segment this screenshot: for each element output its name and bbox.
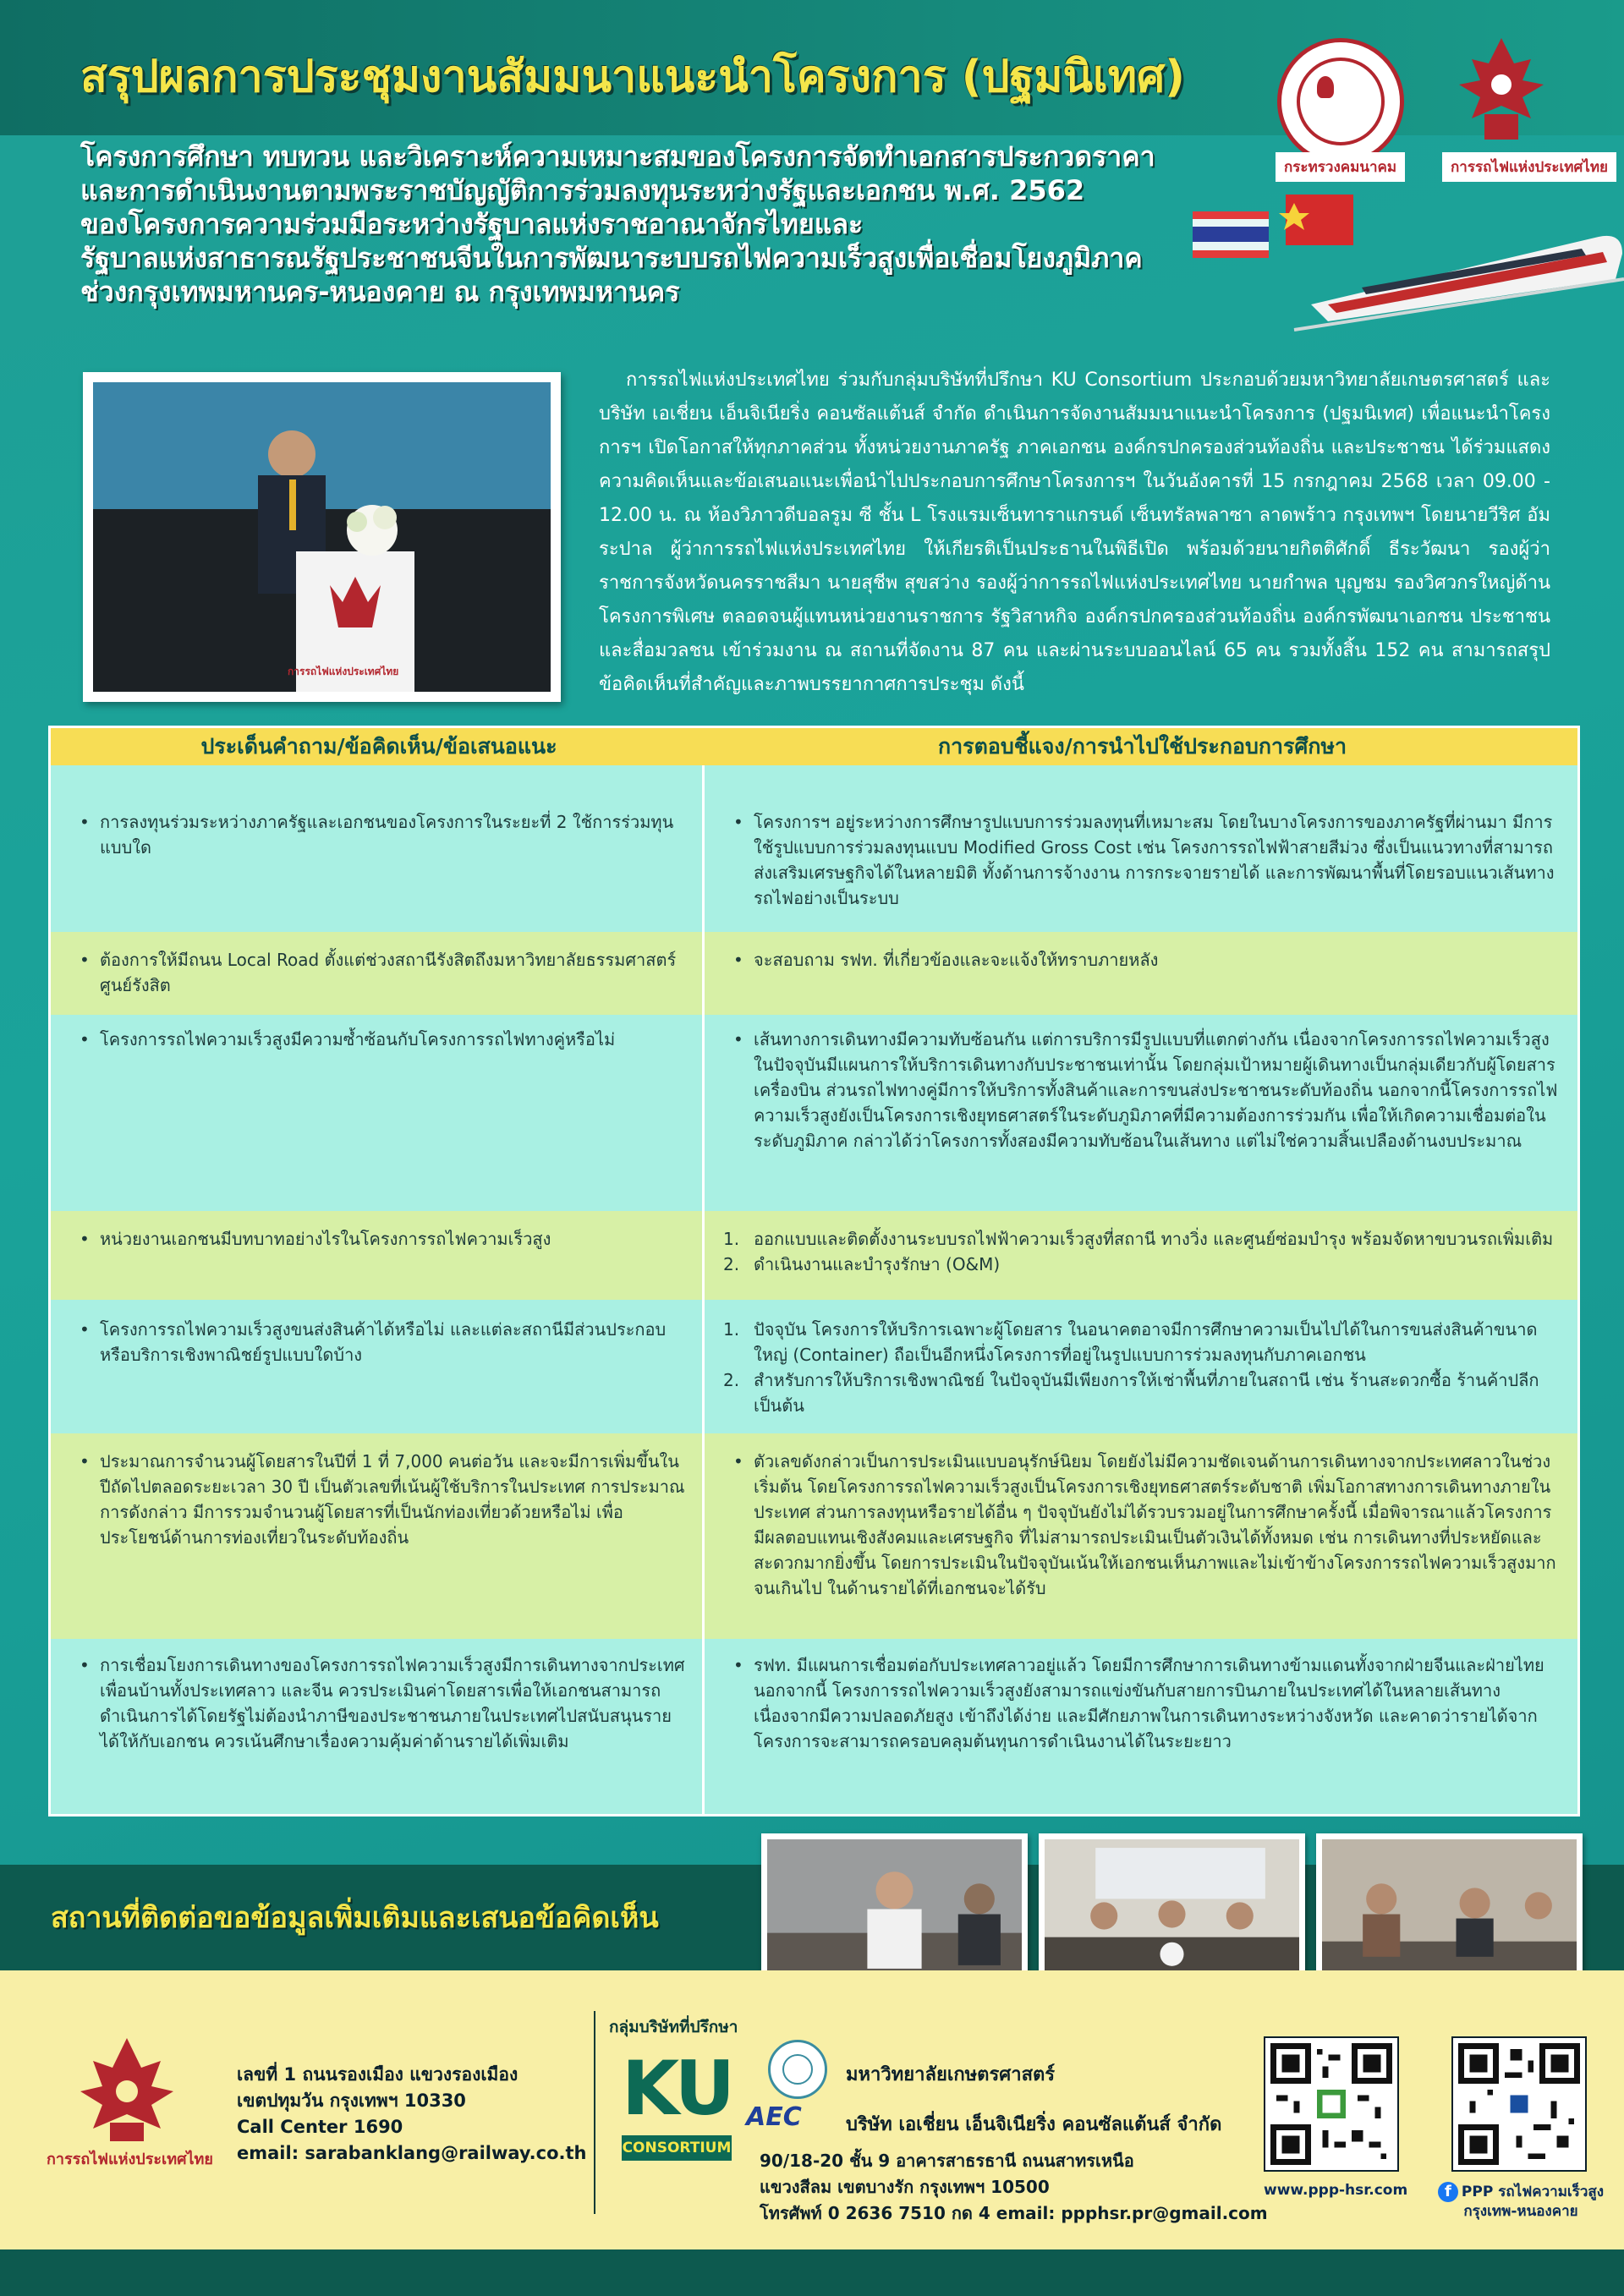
table-row xyxy=(51,1211,1577,1300)
bullet-icon: • xyxy=(80,1029,90,1049)
podium-label: การรถไฟแห่งประเทศไทย xyxy=(288,666,399,677)
question-text: การเชื่อมโยงการเดินทางของโครงการรถไฟความเร็วสูงมีการเดินทางจากประเทศเพื่อนบ้านทั้งประเทศลาว และจีน ควรประเมินค่าโดยสารเพื่อให้เอกชนสามารถดำเนินการได้โดยรัฐไม่ต้องนำภาษีของประชาชนภายในประเทศไปสนับสนุนรายได้ให้กับเอกชน ควรเน้นศึกษาเรื่องความคุ้มค่าด้านรายได้เพิ่มเติม xyxy=(100,1655,685,1751)
bullet-icon: • xyxy=(80,1229,90,1249)
qr-code-icon xyxy=(1458,2043,1580,2165)
subtitle-line: และการดำเนินงานตามพระราชบัญญัติการร่วมลงทุนระหว่างรัฐและเอกชน พ.ศ. 2562 xyxy=(80,174,1085,206)
srt-logo-label: การรถไฟแห่งประเทศไทย xyxy=(1442,152,1616,182)
divider xyxy=(594,2011,595,2214)
seminar-audience-image xyxy=(767,1839,1022,1984)
subtitle-line: รัฐบาลแห่งสาธารณรัฐประชาชนจีนในการพัฒนาระบบรถไฟความเร็วสูงเพื่อเชื่อมโยงภูมิภาค xyxy=(80,242,1143,274)
srt-footer-label: การรถไฟแห่งประเทศไทย xyxy=(47,2151,213,2168)
answer-text: ดำเนินงานและบำรุงรักษา (O&M) xyxy=(754,1254,1001,1274)
opening-ceremony-photo xyxy=(83,372,561,702)
qr-code-icon xyxy=(1270,2043,1392,2165)
answer-text: ตัวเลขดังกล่าวเป็นการประเมินแบบอนุรักษ์นิยม โดยยังไม่มีความชัดเจนด้านการเดินทางจากประเทศลาวในช่วงเริ่มต้น โดยโครงการรถไฟความเร็วสูงเป็นโครงการเชิงยุทธศาสตร์ระดับชาติ เพิ่มโอกาสทางการเดินทางภายในประเทศ ส่วนการลงทุนหรือรายได้อื่น ๆ ปัจจุบันยังไม่ได้รวบรวมอยู่ในการศึกษาครั้งนี้ เมื่อพิจารณาแล้วโครงการมีผลตอบแทนเชิงสังคมและเศรษฐกิจ ที่ไม่สามารถประเมินเป็นตัวเงินได้ทั้งหมด เช่น การเดินทางที่ประหยัดและสะดวกมากยิ่งขึ้น โดยการประเมินในปัจจุบันเน้นให้เอกชนเห็นภาพและไม่เข้าข้างโครงการรถไฟความเร็วสูงมากจนเกินไป ในด้านรายได้ที่เอกชนจะได้รับ xyxy=(754,1451,1556,1598)
website-caption[interactable]: www.ppp-hsr.com xyxy=(1264,2182,1408,2199)
table-row xyxy=(51,932,1577,1015)
ministry-logo-label: กระทรวงคมนาคม xyxy=(1276,152,1405,182)
table-row xyxy=(51,1433,1577,1639)
facebook-qr-code[interactable] xyxy=(1451,2036,1587,2172)
subtitle-line: ของโครงการความร่วมมือระหว่างรัฐบาลแห่งราชอาณาจักรไทยและ xyxy=(80,208,864,240)
list-number: 1. xyxy=(723,1229,740,1249)
ministry-transport-logo xyxy=(1277,38,1404,165)
consultant-address xyxy=(760,2148,1268,2227)
ku-letters: KU xyxy=(622,2045,732,2132)
table-row xyxy=(51,1639,1577,1814)
question-text: หน่วยงานเอกชนมีบทบาทอย่างไรในโครงการรถไฟความเร็วสูง xyxy=(100,1229,551,1249)
project-subtitle xyxy=(80,140,1248,309)
table-header xyxy=(51,728,1577,765)
answer-text: ปัจจุบัน โครงการให้บริการเฉพาะผู้โดยสาร ในอนาคตอาจมีการศึกษาความเป็นไปได้ในการขนส่งสินค้าขนาดใหญ่ (Container) ถือเป็นอีกหนึ่งโครงการที่อยู่ในรูปแบบการร่วมลงทุนกับภาคเอกชน xyxy=(754,1319,1538,1365)
bullet-icon: • xyxy=(80,812,90,832)
high-speed-train-illustration xyxy=(1159,178,1624,338)
qa-table xyxy=(48,726,1580,1817)
kasetsart-seal-icon xyxy=(768,2040,827,2099)
answer-text: โครงการฯ อยู่ระหว่างการศึกษารูปแบบการร่วมลงทุนที่เหมาะสม โดยในบางโครงการของภาครัฐที่ผ่านมา มีการใช้รูปแบบการร่วมลงทุนแบบ Modified Gross Cost เช่น โครงการรถไฟฟ้าสายสีม่วง ซึ่งเป็นแนวทางที่สามารถส่งเสริมเศรษฐกิจได้ในหลายมิติ ทั้งด้านการจ้างงาน การกระจายรายได้ และการพัฒนาพื้นที่โดยรอบแนวเส้นทางรถไฟอย่างเป็นระบบ xyxy=(754,812,1555,908)
call-center: Call Center 1690 xyxy=(237,2117,403,2137)
bullet-icon: • xyxy=(733,812,743,832)
bullet-icon: • xyxy=(733,1451,743,1471)
answer-text: รฟท. มีแผนการเชื่อมต่อกับประเทศลาวอยู่แล้ว โดยมีการศึกษาการเดินทางข้ามแดนทั้งจากฝ่ายจีนและฝ่ายไทย นอกจากนี้ โครงการรถไฟความเร็วสูงยังสามารถแข่งขันกับสายการบินภายในประเทศได้ในหลายเส้นทาง เนื่องจากมีความปลอดภัยสูง เข้าถึงได้ง่าย และมีศักยภาพในการเดินทางระหว่างจังหวัด และคาดว่ารายได้จากโครงการจะสามารถครอบคลุมต้นทุนการดำเนินงานได้ในระยะยาว xyxy=(754,1655,1544,1751)
seminar-photo-3 xyxy=(1316,1833,1583,1990)
facebook-caption[interactable] xyxy=(1429,2182,1612,2221)
bullet-icon: • xyxy=(80,1319,90,1340)
srt-email-link[interactable]: email: sarabanklang@railway.co.th xyxy=(237,2143,587,2163)
list-number: 2. xyxy=(723,1254,740,1274)
bullet-icon: • xyxy=(733,1655,743,1675)
address-line: แขวงสีลม เขตบางรัก กรุงเทพฯ 10500 xyxy=(760,2177,1050,2197)
attendees-image xyxy=(1322,1839,1577,1984)
ku-consortium-logo xyxy=(622,2047,732,2165)
address-line: 90/18-20 ชั้น 9 อาคารสาธรธานี ถนนสาทรเหนือ xyxy=(760,2151,1134,2171)
address-line: เลขที่ 1 ถนนรองเมือง แขวงรองเมือง xyxy=(237,2064,518,2085)
srt-contact-address xyxy=(237,2062,587,2167)
table-row xyxy=(51,1300,1577,1433)
list-number: 1. xyxy=(723,1319,740,1340)
website-qr-code[interactable] xyxy=(1264,2036,1399,2172)
aec-company-name: บริษัท เอเชี่ยน เอ็นจิเนียริ่ง คอนซัลแต้นส์ จำกัด xyxy=(846,2114,1222,2135)
phone-email-line[interactable]: โทรศัพท์ 0 2636 7510 กด 4 email: ppphsr.pr@gmail.com xyxy=(760,2203,1268,2223)
bottom-strip xyxy=(0,2249,1624,2296)
consortium-label: CONSORTIUM xyxy=(622,2135,732,2161)
question-text: ประมาณการจำนวนผู้โดยสารในปีที่ 1 ที่ 7,000 คนต่อวัน และจะมีการเพิ่มขึ้นในปีถัดไปตลอดระยะเวลา 30 ปี เป็นตัวเลขที่เน้นผู้ใช้บริการในประเทศ การประมาณการดังกล่าว มีการรวมจำนวนผู้โดยสารที่เป็นนักท่องเที่ยวด้วยหรือไม่ เพื่อประโยชน์ด้านการท่องเที่ยวในระดับท้องถิ่น xyxy=(100,1451,685,1548)
column-header-answers: การตอบชี้แจง/การนำไปใช้ประกอบการศึกษา xyxy=(937,734,1347,759)
answer-text: สำหรับการให้บริการเชิงพาณิชย์ ในปัจจุบันมีเพียงการให้เช่าพื้นที่ภายในสถานี เช่น ร้านสะดวกซื้อ ร้านค้าปลีก เป็นต้น xyxy=(754,1370,1539,1416)
page-title: สรุปผลการประชุมงานสัมมนาแนะนำโครงการ (ปฐมนิเทศ) xyxy=(80,52,1185,102)
bullet-icon: • xyxy=(80,1655,90,1675)
facebook-page-name: PPP รถไฟความเร็วสูง xyxy=(1461,2184,1605,2200)
answer-text: เส้นทางการเดินทางมีความทับซ้อนกัน แต่การบริการมีรูปแบบที่แตกต่างกัน เนื่องจากโครงการรถไฟความเร็วสูงในปัจจุบันมีแผนการให้บริการเดินทางกับประชาชนเท่านั้น โดยกลุ่มเป้าหมายผู้เดินทางเป็นกลุ่มเดียวกับผู้โดยสารเครื่องบิน ส่วนรถไฟทางคู่มีการให้บริการทั้งสินค้าและการขนส่งประชาชนระดับท้องถิ่น นอกจากนี้โครงการรถไฟความเร็วสูงยังเป็นโครงการเชิงยุทธศาสตร์ในระดับภูมิภาคที่มีความต้องการร่วมกัน เพื่อให้เกิดความเชื่อมต่อในระดับภูมิภาค กล่าวได้ว่าโครงการทั้งสองมีความทับซ้อนในเส้นทาง แต่ไม่ใช่ความสิ้นเปลืองด้านงบประมาณ xyxy=(754,1029,1558,1151)
bullet-icon: • xyxy=(80,950,90,970)
facebook-page-subtitle: กรุงเทพ-หนองคาย xyxy=(1463,2203,1578,2220)
list-number: 2. xyxy=(723,1370,740,1390)
question-text: โครงการรถไฟความเร็วสูงขนส่งสินค้าได้หรือไม่ และแต่ละสถานีมีส่วนประกอบหรือบริการเชิงพาณิชย์รูปแบบใดบ้าง xyxy=(100,1319,667,1365)
column-header-questions: ประเด็นคำถาม/ข้อคิดเห็น/ข้อเสนอแนะ xyxy=(200,734,557,759)
panel-discussion-image xyxy=(1045,1839,1299,1984)
bullet-icon: • xyxy=(80,1451,90,1471)
question-text: การลงทุนร่วมระหว่างภาครัฐและเอกชนของโครงการในระยะที่ 2 ใช้การร่วมทุนแบบใด xyxy=(100,812,674,858)
seminar-photo-2 xyxy=(1039,1833,1305,1990)
speaker-at-podium-image xyxy=(93,382,551,692)
subtitle-line: โครงการศึกษา ทบทวน และวิเคราะห์ความเหมาะสมของโครงการจัดทำเอกสารประกวดราคา xyxy=(80,140,1155,173)
subtitle-line: ช่วงกรุงเทพมหานคร-หนองคาย ณ กรุงเทพมหานคร xyxy=(80,276,680,308)
seminar-photo-1 xyxy=(761,1833,1028,1990)
ku-university-name: มหาวิทยาลัยเกษตรศาสตร์ xyxy=(846,2064,1056,2085)
bullet-icon: • xyxy=(733,950,743,970)
contact-title: สถานที่ติดต่อขอข้อมูลเพิ่มเติมและเสนอข้อคิดเห็น xyxy=(51,1901,659,1935)
question-text: ต้องการให้มีถนน Local Road ตั้งแต่ช่วงสถานีรังสิตถึงมหาวิทยาลัยธรรมศาสตร์ศูนย์รังสิต xyxy=(100,950,677,995)
bullet-icon: • xyxy=(733,1029,743,1049)
intro-paragraph: การรถไฟแห่งประเทศไทย ร่วมกับกลุ่มบริษัทที่ปรึกษา KU Consortium ประกอบด้วยมหาวิทยาลัยเกษตรศาสตร์ และบริษัท เอเชี่ยน เอ็นจิเนียริ่ง คอนซัลแต้นส์ จำกัด ดำเนินการจัดงานสัมมนาแนะนำโครงการ (ปฐมนิเทศ) เพื่อแนะนำโครงการฯ เปิดโอกาสให้ทุกภาคส่วน ทั้งหน่วยงานภาครัฐ ภาคเอกชน องค์กรปกครองส่วนท้องถิ่น และประชาชน ได้ร่วมแสดงความคิดเห็นและข้อเสนอแนะเพื่อนำไปประกอบการศึกษาโครงการฯ ในวันอังคารที่ 15 กรกฎาคม 2568 เวลา 09.00 - 12.00 น. ณ ห้องวิภาวดีบอลรูม ซี ชั้น L โรงแรมเซ็นทาราแกรนด์ เซ็นทรัลพลาซา ลาดพร้าว กรุงเทพฯ โดยนายวีริศ อัมระปาล ผู้ว่าการรถไฟแห่งประเทศไทย ให้เกียรติเป็นประธานในพิธีเปิด พร้อมด้วยนายกิตติศักดิ์ ธีระวัฒนา รองผู้ว่าราชการจังหวัดนครราชสีมา นายสุชีพ สุขสว่าง รองผู้ว่าการรถไฟแห่งประเทศไทย นายกำพล บุญชม รองวิศวกรใหญ่ด้านโครงการพิเศษ ตลอดจนผู้แทนหน่วยงานราชการ รัฐวิสาหกิจ องค์กรปกครองส่วนท้องถิ่น องค์กรพัฒนาเอกชน ประชาชนและสื่อมวลชน เข้าร่วมงาน ณ สถานที่จัดงาน 87 คน และผ่านระบบออนไลน์ 65 คน รวมทั้งสิ้น 152 คน สามารถสรุปข้อคิดเห็นที่สำคัญและภาพบรรยากาศการประชุม ดังนี้ xyxy=(599,370,1550,695)
question-text: โครงการรถไฟความเร็วสูงมีความซ้ำซ้อนกับโครงการรถไฟทางคู่หรือไม่ xyxy=(100,1029,616,1049)
answer-text: ออกแบบและติดตั้งงานระบบรถไฟฟ้าความเร็วสูงที่สถานี ทางวิ่ง และศูนย์ซ่อมบำรุง พร้อมจัดหาขบวนรถเพิ่มเติม xyxy=(754,1229,1554,1249)
srt-emblem-logo xyxy=(1451,34,1552,152)
consultant-label: กลุ่มบริษัทที่ปรึกษา xyxy=(609,2018,738,2036)
table-row xyxy=(51,1015,1577,1211)
address-line: เขตปทุมวัน กรุงเทพฯ 10330 xyxy=(237,2091,466,2111)
table-row xyxy=(51,765,1577,932)
facebook-icon: f xyxy=(1438,2182,1458,2202)
answer-text: จะสอบถาม รฟท. ที่เกี่ยวข้องและจะแจ้งให้ทราบภายหลัง xyxy=(754,950,1159,970)
aec-logo: AEC xyxy=(746,2102,802,2132)
